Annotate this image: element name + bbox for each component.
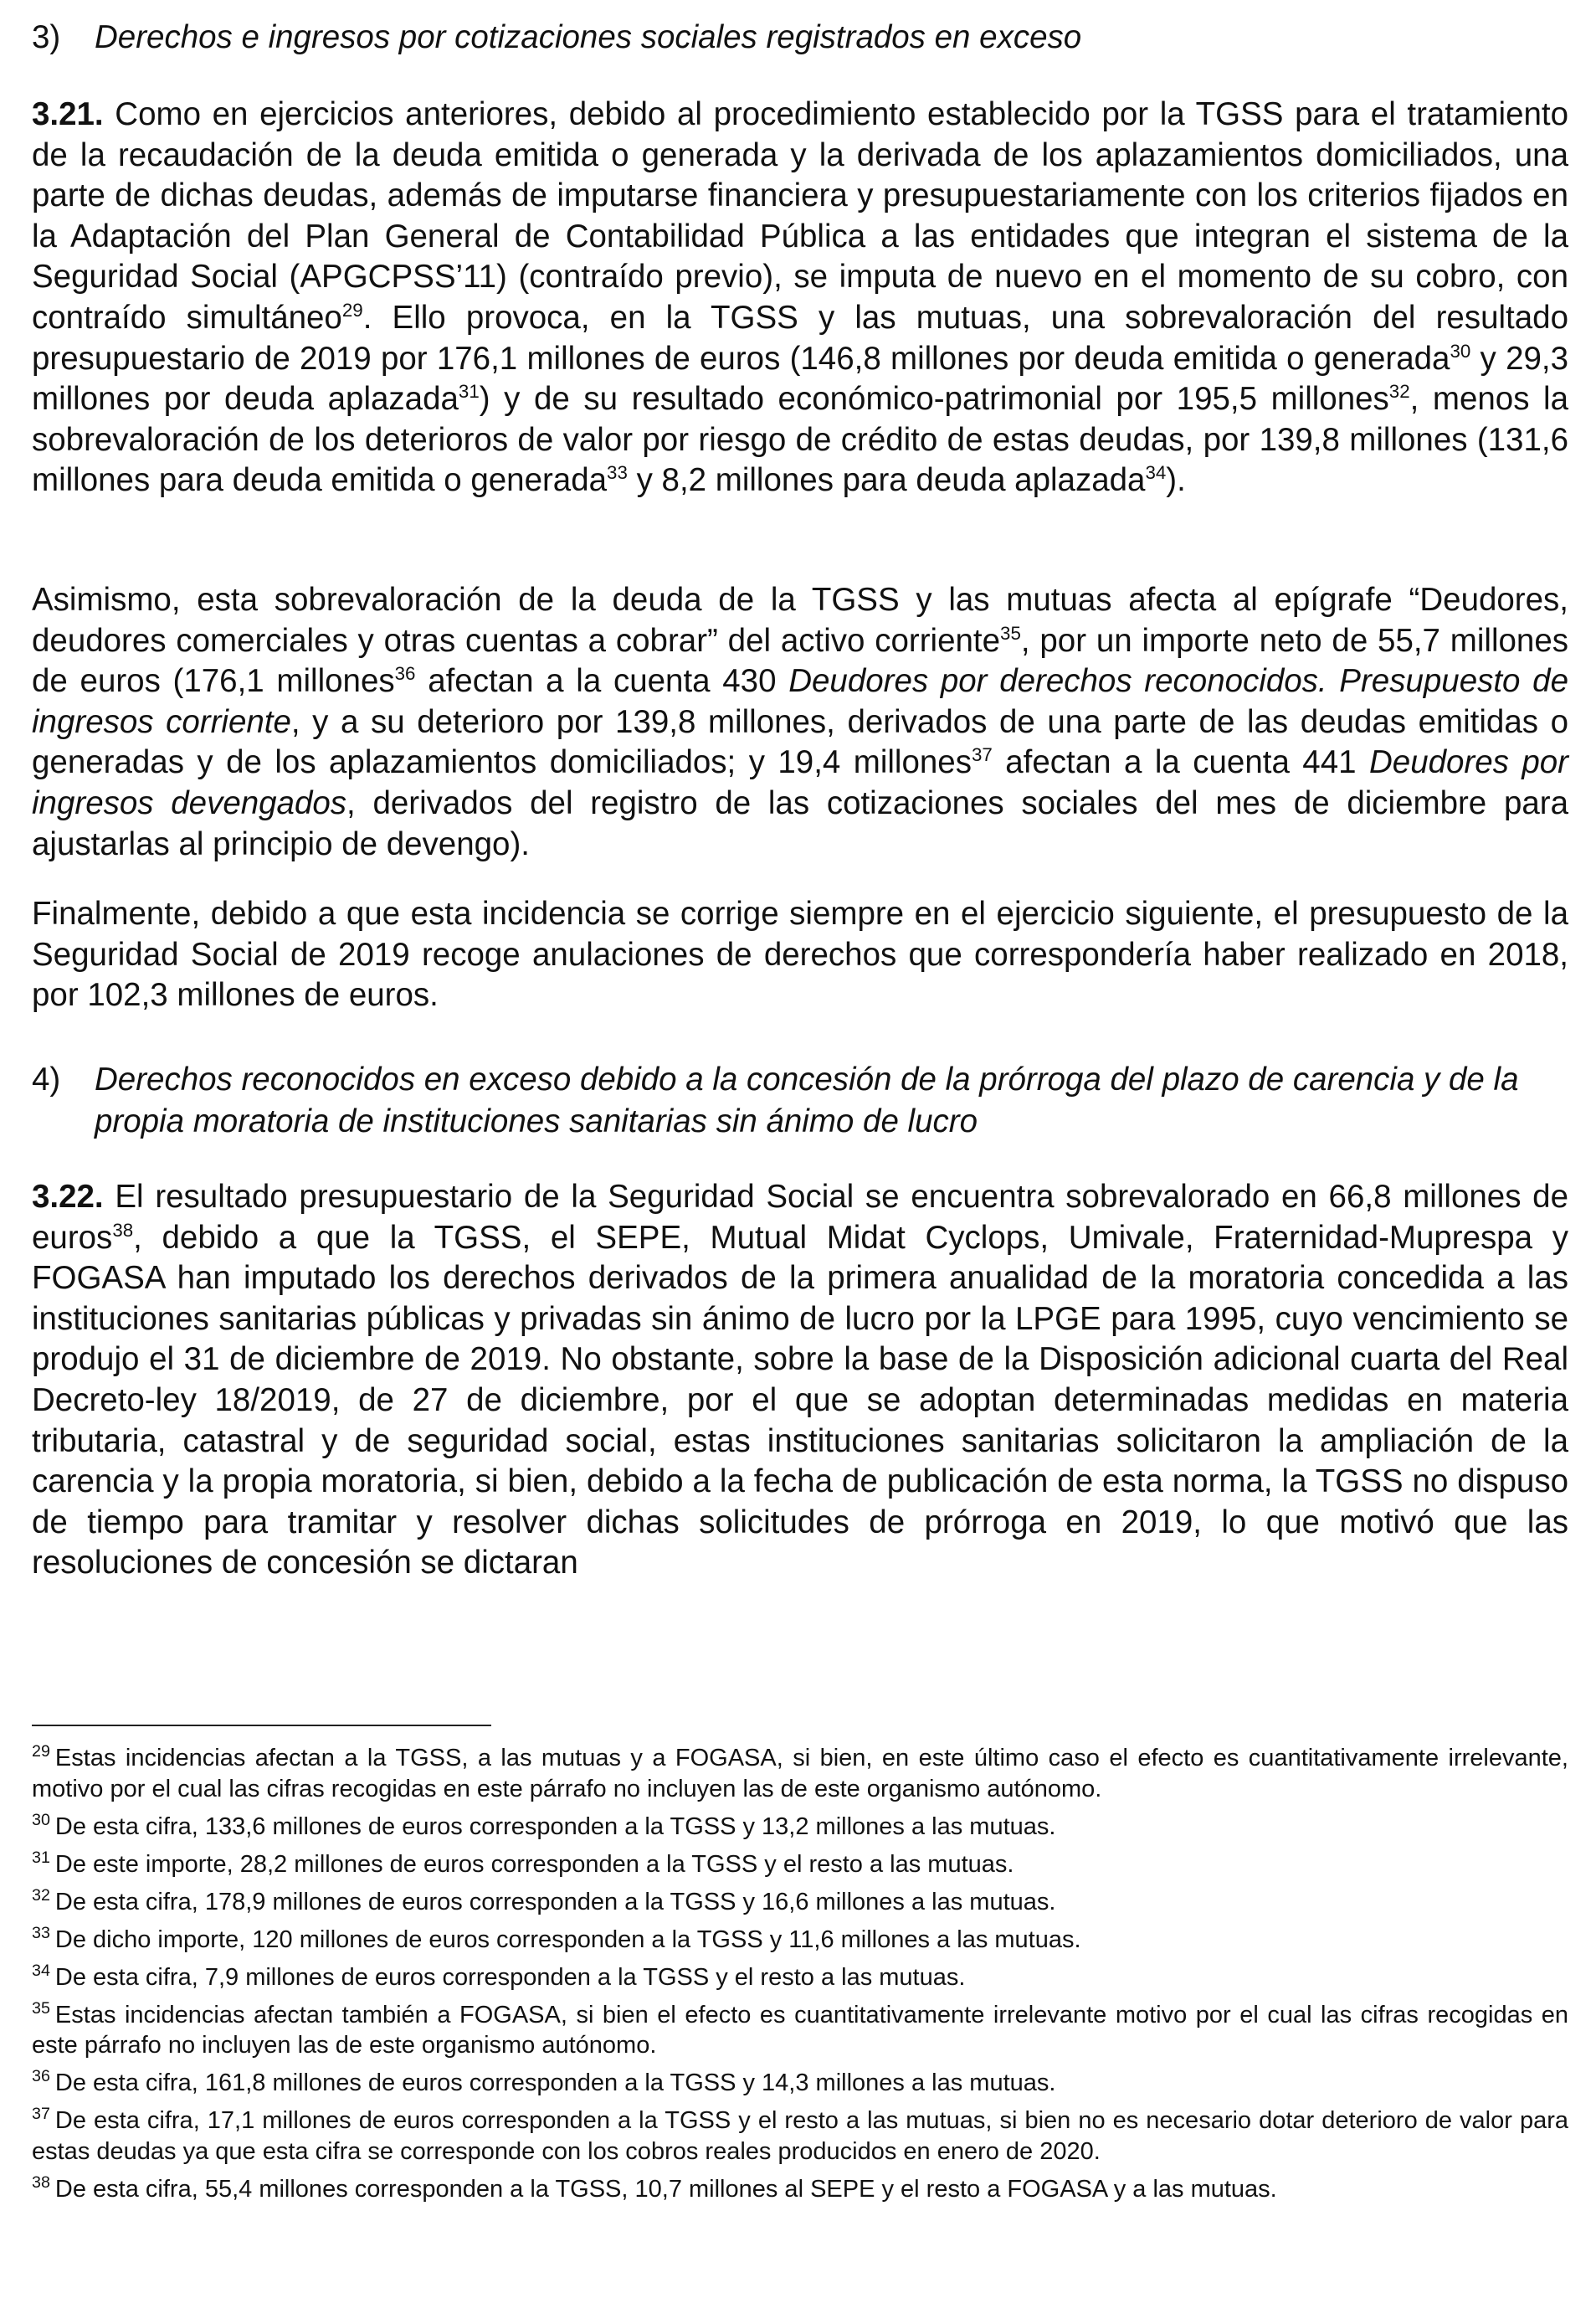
- footnote-ref[interactable]: 35: [1000, 622, 1021, 644]
- footnote-ref[interactable]: 34: [1145, 462, 1167, 484]
- footnote-number: 33: [32, 1923, 50, 1942]
- footnote-text: De dicho importe, 120 millones de euros corresponden a la TGSS y 11,6 millones a las mutuas.: [54, 1926, 1081, 1953]
- footnote-number: 29: [32, 1742, 50, 1761]
- paragraph-text: Como en ejercicios anteriores, debido al procedimiento establecido por la TGSS para el tratamiento de la recaudación de la deuda emitida o generada y la derivada de los aplazamientos domiciliados, una parte de dichas deudas, además de imputarse financiera y presupuestariamente con los criterios fijados en la Adaptación del Plan General de Contabilidad Pública a las entidades que integran el sistema de la Seguridad Social (APGCPSS’11) (contraído previo), se imputa de nuevo en el momento de su cobro, con contraído simultáneo: [32, 96, 1568, 336]
- footnote: [32, 1849, 1568, 1880]
- paragraph-text: y 8,2 millones para deuda aplazada: [627, 462, 1146, 499]
- footnote-number: 35: [32, 1998, 50, 2018]
- paragraph-text: afectan a la cuenta 430: [415, 663, 789, 700]
- account-name: Deudores por ingresos devengados: [32, 744, 1569, 821]
- section-title: Derechos e ingresos por cotizaciones sociales registrados en exceso: [95, 19, 1082, 55]
- section-number: 3): [32, 19, 61, 55]
- paragraph-asimismo: [32, 580, 1568, 865]
- footnote: [32, 1962, 1568, 1993]
- footnote-text: De esta cifra, 133,6 millones de euros corresponden a la TGSS y 13,2 millones a las mutuas.: [54, 1812, 1056, 1840]
- paragraph-number: 3.21.: [32, 96, 104, 132]
- footnote-separator: [32, 1725, 491, 1726]
- paragraph-text: , menos la sobrevaloración de los deterioros de valor por riesgo de crédito de estas deudas, por 139,8 millones (131,6 millones para deuda emitida o generada: [32, 381, 1568, 499]
- section-heading-3: [32, 17, 1568, 59]
- footnote-text: Estas incidencias afectan también a FOGASA, si bien el efecto es cuantitativamente irrelevante motivo por el cual las cifras recogidas en este párrafo no incluyen las de este organismo autónomo.: [32, 2001, 1568, 2059]
- footnote-ref[interactable]: 32: [1388, 381, 1410, 403]
- footnote: [32, 1887, 1568, 1918]
- footnote-number: 34: [32, 1961, 50, 1980]
- footnote-text: De esta cifra, 7,9 millones de euros corresponden a la TGSS y el resto a las mutuas.: [54, 1963, 966, 1991]
- footnote-ref[interactable]: 33: [607, 462, 628, 484]
- paragraph-text: afectan a la cuenta 441: [992, 744, 1369, 781]
- paragraph-text: , debido a que la TGSS, el SEPE, Mutual Midat Cyclops, Umivale, Fraternidad-Muprespa y FOGASA han imputado los derechos derivados de la primera anualidad de la moratoria concedida a las instituciones sanitarias públicas y privadas sin ánimo de lucro por la LPGE para 1995, cuyo vencimiento se produjo el 31 de diciembre de 2019. No obstante, sobre la base de la Disposición adicional cuarta del Real Decreto-ley 18/2019, de 27 de diciembre, por el que se adoptan determinadas medidas en materia tributaria, catastral y de seguridad social, estas instituciones sanitarias solicitaron la ampliación de la carencia y la propia moratoria, si bien, debido a la fecha de publicación de esta norma, la TGSS no dispuso de tiempo para tramitar y resolver dichas solicitudes de prórroga en 2019, lo que motivó que las resoluciones de concesión se dictaran: [32, 1219, 1568, 1581]
- footnote-text: De esta cifra, 17,1 millones de euros corresponden a la TGSS y el resto a las mutuas, si bien no es necesario dotar deterioro de valor para estas deudas ya que esta cifra se corresponde con los cobros reales producidos en enero de 2020.: [32, 2107, 1568, 2165]
- footnote-ref[interactable]: 30: [1450, 340, 1471, 362]
- footnote-ref[interactable]: 31: [458, 381, 480, 403]
- paragraph-finalmente: Finalmente, debido a que esta incidencia se corrige siempre en el ejercicio siguiente, el presupuesto de la Seguridad Social de 2019 recoge anulaciones de derechos que correspondería haber realizado en 2018, por 102,3 millones de euros.: [32, 896, 1568, 1014]
- footnote-text: De esta cifra, 161,8 millones de euros corresponden a la TGSS y 14,3 millones a las mutuas.: [54, 2069, 1056, 2096]
- paragraph-text: y 29,3 millones por deuda aplazada: [32, 340, 1568, 418]
- paragraph-3-21: [32, 95, 1568, 501]
- account-name: Deudores por derechos reconocidos. Presupuesto de ingresos corriente: [32, 663, 1568, 740]
- footnote-text: De esta cifra, 178,9 millones de euros corresponden a la TGSS y 16,6 millones a las mutuas.: [54, 1888, 1056, 1915]
- paragraph-text: . Ello provoca, en la TGSS y las mutuas, una sobrevaloración del resultado presupuestario de 2019 por 176,1 millones de euros (146,8 millones por deuda emitida o generada: [32, 299, 1568, 377]
- paragraph-text: ).: [1166, 462, 1186, 499]
- footnote: [32, 1812, 1568, 1843]
- footnote: [32, 2105, 1568, 2167]
- paragraph-text: , por un importe neto de 55,7 millones de euros (176,1 millones: [32, 622, 1568, 700]
- footnote-ref[interactable]: 37: [971, 744, 993, 766]
- footnote-number: 30: [32, 1810, 50, 1829]
- paragraph-text: El resultado presupuestario de la Seguridad Social se encuentra sobrevalorado en 66,8 millones de euros: [32, 1179, 1568, 1256]
- footnote: [32, 2068, 1568, 2099]
- footnote-number: 31: [32, 1848, 50, 1867]
- footnote: [32, 1743, 1568, 1804]
- section-title: Derechos reconocidos en exceso debido a la concesión de la prórroga del plazo de carencia y de la propia moratoria de instituciones sanitarias sin ánimo de lucro: [95, 1062, 1519, 1139]
- footnote-ref[interactable]: 36: [394, 663, 416, 685]
- footnote-ref[interactable]: 29: [341, 300, 363, 321]
- footnote-number: 32: [32, 1885, 50, 1905]
- paragraph-text: , derivados del registro de las cotizaciones sociales del mes de diciembre para ajustarlas al principio de devengo).: [32, 784, 1569, 862]
- section-number: 4): [32, 1062, 61, 1098]
- section-heading-4: [32, 1059, 1568, 1143]
- footnote-ref[interactable]: 38: [112, 1219, 134, 1241]
- footnote-text: De este importe, 28,2 millones de euros corresponden a la TGSS y el resto a las mutuas.: [54, 1850, 1014, 1878]
- footnote-text: Estas incidencias afectan a la TGSS, a las mutuas y a FOGASA, si bien, en este último caso el efecto es cuantitativamente irrelevante, motivo por el cual las cifras recogidas en este párrafo no incluyen las de este organismo autónomo.: [32, 1745, 1568, 1802]
- footnote: [32, 2174, 1568, 2205]
- paragraph-text: , y a su deterioro por 139,8 millones, derivados de una parte de las deudas emitidas o generadas y de los aplazamientos domiciliados; y 19,4 millones: [32, 703, 1568, 781]
- paragraph-number: 3.22.: [32, 1179, 104, 1215]
- footnote-number: 36: [32, 2067, 50, 2086]
- paragraph-text: ) y de su resultado económico-patrimonial por 195,5 millones: [479, 381, 1389, 418]
- paragraph-3-22: [32, 1177, 1568, 1584]
- footnotes: [32, 1743, 1568, 2212]
- footnote: [32, 2000, 1568, 2061]
- footnote-number: 38: [32, 2172, 50, 2192]
- paragraph-text: Asimismo, esta sobrevaloración de la deuda de la TGSS y las mutuas afecta al epígrafe “Deudores, deudores comerciales y otras cuentas a cobrar” del activo corriente: [32, 582, 1568, 659]
- footnote-text: De esta cifra, 55,4 millones corresponden a la TGSS, 10,7 millones al SEPE y el resto a FOGASA y a las mutuas.: [54, 2175, 1277, 2203]
- footnote-number: 37: [32, 2105, 50, 2124]
- footnote: [32, 1925, 1568, 1956]
